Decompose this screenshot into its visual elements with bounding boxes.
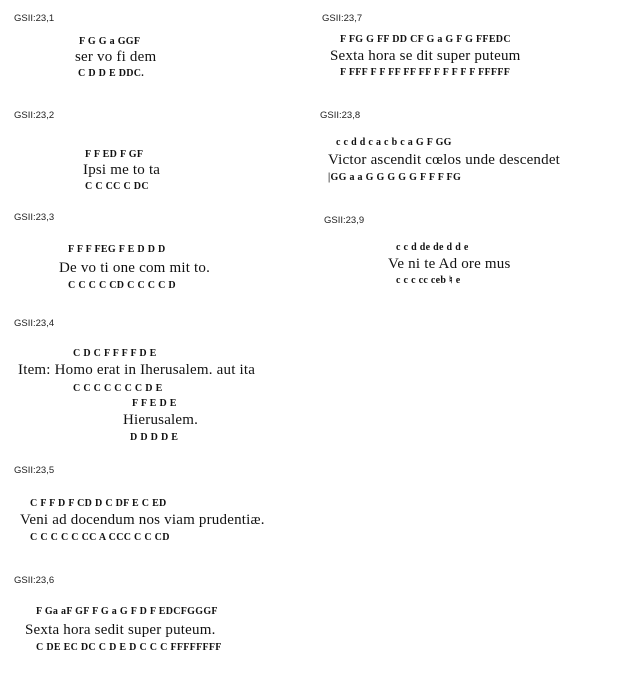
example-label: GSII:23,9 [324,215,365,226]
note-line: F F F FEG F E D D D [68,244,166,255]
lyric-line: Sexta hora se dit super puteum [330,48,521,64]
note-line: F Ga aF GF F G a G F D F EDCFGGGF [36,606,218,617]
example-label: GSII:23,6 [14,575,55,586]
note-line: D D D D E [130,432,179,443]
example-label: GSII:23,8 [320,110,361,121]
note-line: C C C C CD C C C C D [68,280,176,291]
note-line: c c d de de d d e [396,242,469,253]
note-line: C F F D F CD D C DF E C ED [30,498,167,509]
example-label: GSII:23,3 [14,212,55,223]
note-line: C C CC C DC [85,181,149,192]
lyric-line: Item: Homo erat in Iherusalem. aut ita [18,362,256,378]
note-line: |GG a a G G G G G F F F FG [328,172,462,183]
example-label: GSII:23,2 [14,110,55,121]
note-line: F F E D E [132,398,177,409]
lyric-line: Ve ni te Ad ore mus [388,256,511,272]
example-label: GSII:23,5 [14,465,55,476]
lyric-line: Victor ascendit cœlos unde descendet [328,152,561,168]
note-line: C DE EC DC C D E D C C C FFFFFFFF [36,642,222,653]
note-line: C C C C C C C D E [73,383,163,394]
example-label: GSII:23,4 [14,318,55,329]
lyric-line: Veni ad docendum nos viam prudentiæ. [20,512,265,528]
note-line: C D D E DDC. [78,68,145,79]
lyric-line: Ipsi me to ta [83,162,161,178]
example-label: GSII:23,1 [14,13,55,24]
note-line: F FFF F F FF FF FF F F F F F FFFFF [340,67,511,78]
note-line: c c d d c a c b c a G F GG [336,137,452,148]
lyric-line: De vo ti one com mit to. [59,260,211,276]
note-line: F F ED F GF [85,149,144,160]
note-line: F G G a GGF [79,36,141,47]
lyric-line: ser vo fi dem [75,49,157,65]
note-line: F FG G FF DD CF G a G F G FFEDC [340,34,511,45]
example-label: GSII:23,7 [322,13,363,24]
note-line: C C C C C CC A CCC C C CD [30,532,170,543]
note-line: c c c cc ceb ♮ e [396,275,461,286]
note-line: C D C F F F F D E [73,348,157,359]
lyric-line: Hierusalem. [123,412,199,428]
lyric-line: Sexta hora sedit super puteum. [25,622,216,638]
